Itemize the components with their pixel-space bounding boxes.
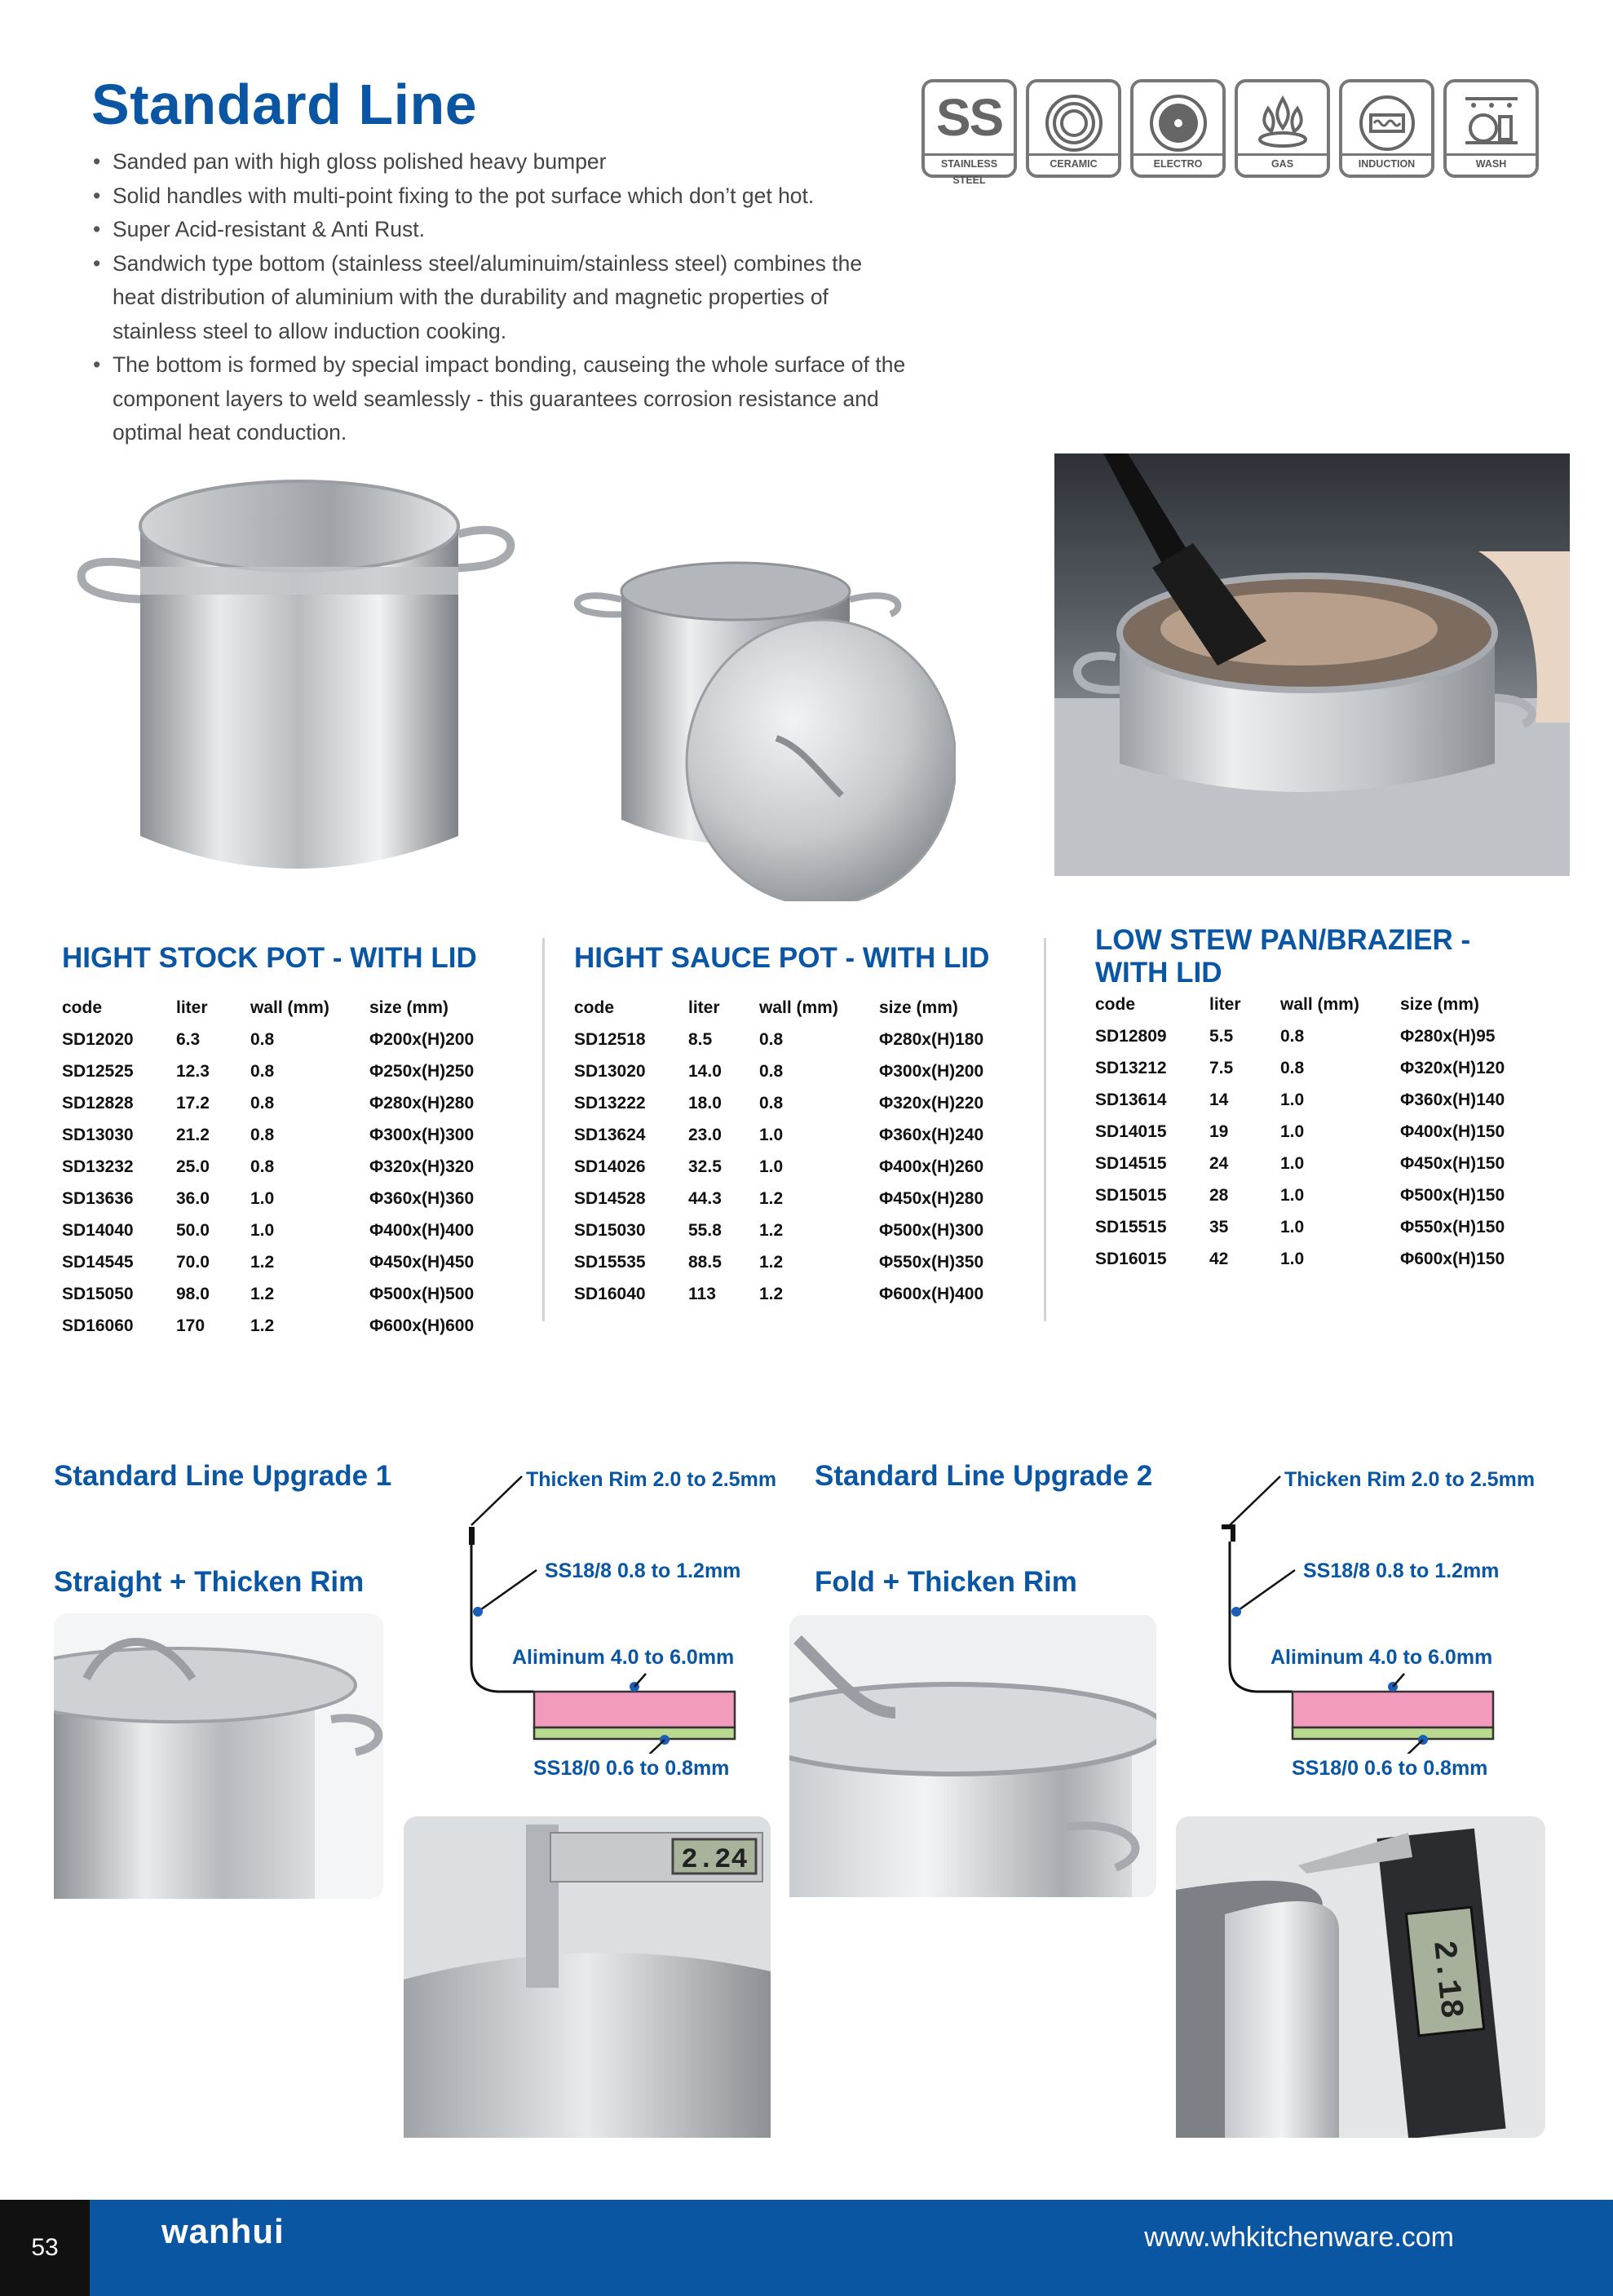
table-row [1095,1084,1563,1116]
table-cell: SD14026 [574,1157,646,1176]
stock-pot-spec-table [62,992,533,1342]
table-cell: 1.2 [759,1220,784,1240]
wash-icon [1459,91,1524,156]
table-row [1095,1211,1563,1243]
table-cell: 0.8 [250,1029,275,1049]
table-row [1095,1179,1563,1211]
bottom-layer-label: SS18/0 0.6 to 0.8mm [1292,1757,1488,1780]
column-divider [1044,938,1046,1321]
page-title: Standard Line [91,73,478,136]
table-cell: 6.3 [176,1029,201,1049]
sauce-pot-spec-table [574,992,1042,1310]
gas-badge: GAS [1235,79,1330,178]
brand-logo: wanhui [161,2212,285,2250]
table-cell: 1.2 [759,1252,784,1272]
table-cell: 113 [688,1284,716,1303]
table-row [574,1278,1042,1310]
table-cell: 1.2 [759,1188,784,1208]
table-cell: 8.5 [688,1029,713,1049]
feature-item: • Super Acid-resistant & Anti Rust. [91,213,907,247]
table-row [62,1024,533,1055]
table-cell: 28 [1209,1185,1229,1205]
table-cell: SD16040 [574,1284,646,1303]
caliper-readout: 2.24 [681,1845,748,1876]
table-cell: Φ400x(H)150 [1400,1121,1505,1141]
website-url: www.whkitchenware.com [1144,2222,1454,2253]
table-cell: Φ550x(H)350 [879,1252,984,1272]
table-cell: Φ400x(H)260 [879,1157,984,1176]
table-cell: SD13222 [574,1093,646,1113]
table-cell: 44.3 [688,1188,722,1208]
table-cell: SD14040 [62,1220,134,1240]
table-header-row: code liter wall (mm) size (mm) [574,998,958,1017]
table-cell: SD13624 [574,1125,646,1144]
table-cell: 42 [1209,1249,1229,1268]
table-cell: 17.2 [176,1093,210,1113]
product-title-sauce-pot: HIGHT SAUCE POT - WITH LID [574,942,990,974]
feature-list [91,145,907,450]
upgrade-2-layer-diagram [1215,1460,1558,1754]
table-cell: 32.5 [688,1157,722,1176]
table-cell: 0.8 [250,1125,275,1144]
table-cell: 0.8 [1280,1026,1305,1046]
table-cell: Φ500x(H)300 [879,1220,984,1240]
table-row [62,1087,533,1119]
table-cell: 0.8 [759,1029,784,1049]
table-row [1095,1116,1563,1148]
table-cell: SD15535 [574,1252,646,1272]
stock-pot-image [75,477,515,889]
table-cell: Φ600x(H)150 [1400,1249,1505,1268]
table-cell: Φ280x(H)180 [879,1029,984,1049]
sauce-pot-image [572,559,956,901]
table-row [62,1310,533,1342]
table-row [62,1183,533,1214]
ceramic-icon [1041,91,1107,156]
induction-badge: INDUCTION [1339,79,1434,178]
table-cell: 1.2 [250,1252,275,1272]
table-row [574,1151,1042,1183]
table-cell: Φ320x(H)220 [879,1093,984,1113]
table-cell: SD13030 [62,1125,134,1144]
table-cell: Φ400x(H)400 [369,1220,475,1240]
aluminum-layer-label: Aliminum 4.0 to 6.0mm [512,1646,735,1669]
table-row [1095,1020,1563,1052]
upgrade-2-subtitle: Fold + Thicken Rim [815,1566,1077,1598]
table-cell: 0.8 [759,1061,784,1081]
table-cell: SD15030 [574,1220,646,1240]
column-divider [542,938,545,1321]
table-cell: 25.0 [176,1157,210,1176]
table-cell: 5.5 [1209,1026,1234,1046]
stainless-steel-badge: SS STAINLESS STEEL [921,79,1017,178]
feature-item: • Solid handles with multi-point fixing to the pot surface which don’t get hot. [91,179,907,214]
table-cell: SD14528 [574,1188,646,1208]
table-row [62,1278,533,1310]
table-cell: 7.5 [1209,1058,1234,1077]
table-cell: 1.0 [1280,1090,1305,1109]
table-cell: Φ360x(H)240 [879,1125,984,1144]
table-cell: SD13232 [62,1157,134,1176]
table-row [574,1119,1042,1151]
table-cell: 1.0 [1280,1153,1305,1173]
table-cell: 23.0 [688,1125,722,1144]
table-cell: Φ600x(H)400 [879,1284,984,1303]
table-cell: 55.8 [688,1220,722,1240]
table-cell: Φ300x(H)300 [369,1125,475,1144]
table-cell: 0.8 [250,1061,275,1081]
table-cell: 21.2 [176,1125,210,1144]
table-cell: 12.3 [176,1061,210,1081]
induction-icon [1354,91,1420,156]
upgrade-1-layer-diagram [457,1460,799,1754]
table-cell: 1.2 [250,1284,275,1303]
table-cell: 1.2 [759,1284,784,1303]
feature-item: • Sanded pan with high gloss polished heavy bumper [91,145,907,179]
table-cell: Φ450x(H)150 [1400,1153,1505,1173]
feature-item: • Sandwich type bottom (stainless steel/aluminuim/stainless steel) combines the heat distribution of aluminium with the durability and magnetic properties of stainless steel to allow induction cooking. [91,247,907,349]
table-cell: 0.8 [250,1093,275,1113]
table-cell: 14.0 [688,1061,722,1081]
table-cell: SD15515 [1095,1217,1167,1236]
table-row [62,1246,533,1278]
table-cell: 18.0 [688,1093,722,1113]
table-row [574,1214,1042,1246]
table-cell: SD14545 [62,1252,134,1272]
table-cell: SD13020 [574,1061,646,1081]
rim-thickness-label: Thicken Rim 2.0 to 2.5mm [526,1468,777,1491]
table-cell: Φ280x(H)280 [369,1093,475,1113]
table-row [574,1055,1042,1087]
table-header-row: code liter wall (mm) size (mm) [62,998,449,1017]
aluminum-layer-label: Aliminum 4.0 to 6.0mm [1271,1646,1493,1669]
table-cell: SD12525 [62,1061,134,1081]
stew-pan-spec-table [1095,989,1563,1275]
table-row [574,1246,1042,1278]
table-cell: 50.0 [176,1220,210,1240]
table-row [62,1119,533,1151]
straight-rim-pot-photo [54,1613,383,1899]
table-row [62,1055,533,1087]
wall-thickness-label: SS18/8 0.8 to 1.2mm [1303,1559,1500,1582]
table-row [1095,1243,1563,1275]
table-cell: Φ300x(H)200 [879,1061,984,1081]
table-cell: SD15050 [62,1284,134,1303]
table-row [62,1151,533,1183]
table-cell: SD16060 [62,1316,134,1335]
table-cell: 1.0 [759,1125,784,1144]
table-header-row: code liter wall (mm) size (mm) [1095,994,1479,1014]
table-cell: 0.8 [1280,1058,1305,1077]
caliper-readout: 2.18 [1424,1938,1469,2021]
table-cell: SD12020 [62,1029,134,1049]
table-cell: 1.0 [1280,1121,1305,1141]
table-cell: 88.5 [688,1252,722,1272]
electro-badge: ELECTRO [1130,79,1226,178]
table-cell: Φ360x(H)360 [369,1188,475,1208]
electro-icon [1146,91,1211,156]
table-cell: 24 [1209,1153,1229,1173]
table-cell: 1.2 [250,1316,275,1335]
table-cell: 35 [1209,1217,1229,1236]
table-cell: 1.0 [250,1188,275,1208]
ceramic-badge: CERAMIC [1026,79,1121,178]
gas-icon [1250,91,1315,156]
table-cell: SD13636 [62,1188,134,1208]
table-cell: 19 [1209,1121,1229,1141]
table-cell: Φ550x(H)150 [1400,1217,1505,1236]
product-title-stew-pan: LOW STEW PAN/BRAZIER - WITH LID [1095,924,1471,989]
table-cell: SD12518 [574,1029,646,1049]
table-cell: Φ500x(H)150 [1400,1185,1505,1205]
table-cell: SD14015 [1095,1121,1167,1141]
table-row [1095,1148,1563,1179]
table-cell: Φ500x(H)500 [369,1284,475,1303]
table-cell: SD12809 [1095,1026,1167,1046]
wall-thickness-label: SS18/8 0.8 to 1.2mm [545,1559,741,1582]
table-row [574,1183,1042,1214]
bottom-layer-label: SS18/0 0.6 to 0.8mm [533,1757,730,1780]
table-cell: SD13212 [1095,1058,1167,1077]
table-cell: 14 [1209,1090,1229,1109]
table-row [574,1024,1042,1055]
table-cell: Φ450x(H)450 [369,1252,475,1272]
table-cell: 0.8 [250,1157,275,1176]
table-cell: SD14515 [1095,1153,1167,1173]
table-cell: 98.0 [176,1284,210,1303]
upgrade-2-title: Standard Line Upgrade 2 [815,1460,1153,1492]
table-cell: 0.8 [759,1093,784,1113]
table-cell: 170 [176,1316,205,1335]
table-cell: 1.0 [1280,1249,1305,1268]
ss-icon: SS [935,88,1003,147]
stew-pan-photo [1054,453,1570,876]
table-cell: Φ320x(H)120 [1400,1058,1505,1077]
product-title-stock-pot: HIGHT STOCK POT - WITH LID [62,942,477,974]
table-cell: SD16015 [1095,1249,1167,1268]
table-cell: 36.0 [176,1188,210,1208]
table-row [1095,1052,1563,1084]
table-cell: Φ360x(H)140 [1400,1090,1505,1109]
page-number: 53 [31,2234,59,2261]
table-cell: SD15015 [1095,1185,1167,1205]
feature-item: • The bottom is formed by special impact bonding, causeing the whole surface of the component layers to weld seamlessly - this guarantees corrosion resistance and optimal heat conduction. [91,348,907,450]
table-cell: Φ280x(H)95 [1400,1026,1496,1046]
rim-thickness-label: Thicken Rim 2.0 to 2.5mm [1284,1468,1536,1491]
upgrade-1-caliper-photo [404,1816,771,2138]
upgrade-2-caliper-photo [1176,1816,1545,2138]
table-cell: Φ320x(H)320 [369,1157,475,1176]
table-cell: Φ600x(H)600 [369,1316,475,1335]
table-cell: Φ450x(H)280 [879,1188,984,1208]
table-cell: 1.0 [1280,1185,1305,1205]
table-cell: 1.0 [1280,1217,1305,1236]
table-cell: SD12828 [62,1093,134,1113]
upgrade-1-title: Standard Line Upgrade 1 [54,1460,392,1492]
table-cell: SD13614 [1095,1090,1167,1109]
dishwasher-badge: WASH [1443,79,1539,178]
table-cell: 70.0 [176,1252,210,1272]
table-cell: Φ250x(H)250 [369,1061,475,1081]
upgrade-1-subtitle: Straight + Thicken Rim [54,1566,365,1598]
table-row [574,1087,1042,1119]
table-cell: 1.0 [759,1157,784,1176]
table-cell: 1.0 [250,1220,275,1240]
table-row [62,1214,533,1246]
fold-rim-pot-photo [789,1615,1156,1897]
table-cell: Φ200x(H)200 [369,1029,475,1049]
